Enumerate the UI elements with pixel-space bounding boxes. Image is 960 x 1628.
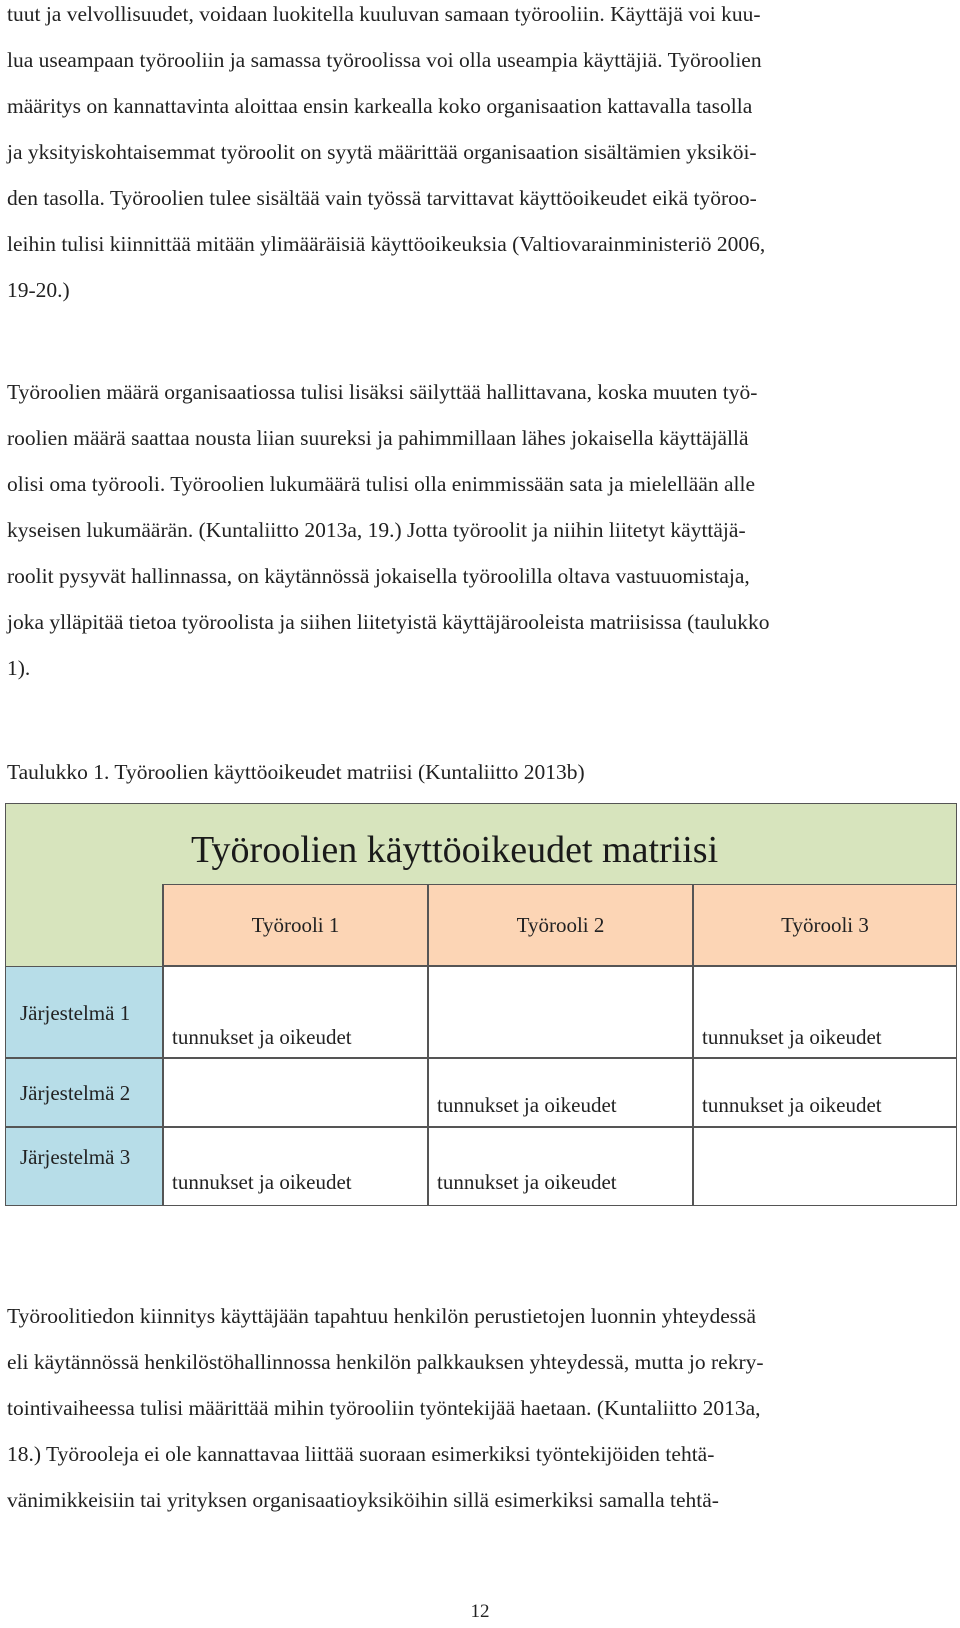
text-line: 19-20.) xyxy=(7,278,70,302)
text-line: eli käytännössä henkilöstöhallinnossa henkilön palkkauksen yhteydessä, mutta jo rekry- xyxy=(7,1350,764,1374)
matrix-title-cell xyxy=(5,803,957,884)
matrix-cell xyxy=(163,1058,428,1127)
text-line: roolit pysyvät hallinnassa, on käytännössä jokaisella työroolilla oltava vastuuomistaja, xyxy=(7,564,750,588)
system-header-3 xyxy=(5,1127,163,1206)
role-header-1 xyxy=(163,884,428,966)
text-line: 18.) Työrooleja ei ole kannattavaa liittää suoraan esimerkiksi työntekijöiden tehtä- xyxy=(7,1442,715,1466)
matrix-cell xyxy=(693,966,957,1058)
matrix-corner-cell xyxy=(5,884,163,966)
text-line: leihin tulisi kiinnittää mitään ylimääräisiä käyttöoikeuksia (Valtiovarainministeriö 2006, xyxy=(7,232,766,256)
text-line: joka ylläpitää tietoa työroolista ja siihen liitetyistä käyttäjärooleista matriisissa (taulukko xyxy=(7,610,770,634)
system-header-1 xyxy=(5,966,163,1058)
cell-text: tunnukset ja oikeudet xyxy=(702,1093,882,1117)
system-label: Järjestelmä 3 xyxy=(20,1145,131,1169)
matrix-cell xyxy=(428,1058,693,1127)
permissions-matrix xyxy=(5,803,957,1206)
text-line: olisi oma työrooli. Työroolien lukumäärä tulisi olla enimmissään sata ja mielellään alle xyxy=(7,472,756,496)
system-label: Järjestelmä 2 xyxy=(20,1081,131,1105)
matrix-title: Työroolien käyttöoikeudet matriisi xyxy=(191,829,719,871)
text-line: ja yksityiskohtaisemmat työroolit on syytä määrittää organisaation sisältämien yksiköi- xyxy=(7,140,757,164)
matrix-cell xyxy=(693,1058,957,1127)
text-line: määritys on kannattavinta aloittaa ensin karkealla koko organisaation kattavalla tasolla xyxy=(7,94,753,118)
system-header-2 xyxy=(5,1058,163,1127)
role-header-2 xyxy=(428,884,693,966)
matrix-cell xyxy=(163,966,428,1058)
text-line: kyseisen lukumäärän. (Kuntaliitto 2013a, 19.) Jotta työroolit ja niihin liitetyt käyttäjä- xyxy=(7,518,746,542)
text-line: 1). xyxy=(7,656,31,680)
role-label: Työrooli 1 xyxy=(251,913,340,937)
cell-text: tunnukset ja oikeudet xyxy=(172,1170,352,1194)
text-line: Työroolien määrä organisaatiossa tulisi lisäksi säilyttää hallittavana, koska muuten työ- xyxy=(7,380,758,404)
cell-text: tunnukset ja oikeudet xyxy=(172,1025,352,1049)
cell-text: tunnukset ja oikeudet xyxy=(437,1093,617,1117)
cell-text: tunnukset ja oikeudet xyxy=(437,1170,617,1194)
text-line: vänimikkeisiin tai yrityksen organisaatioyksiköihin sillä esimerkiksi samalla tehtä- xyxy=(7,1488,719,1512)
text-line: lua useampaan työrooliin ja samassa työroolissa voi olla useampia käyttäjiä. Työroolien xyxy=(7,48,762,72)
matrix-cell xyxy=(428,966,693,1058)
text-line: roolien määrä saattaa nousta liian suureksi ja pahimmillaan lähes jokaisella käyttäjällä xyxy=(7,426,749,450)
table-caption: Taulukko 1. Työroolien käyttöoikeudet matriisi (Kuntaliitto 2013b) xyxy=(7,760,585,784)
page-number: 12 xyxy=(470,1601,490,1622)
role-label: Työrooli 3 xyxy=(781,913,869,937)
text-line: den tasolla. Työroolien tulee sisältää vain työssä tarvittavat käyttöoikeudet eikä työroo- xyxy=(7,186,757,210)
matrix-cell xyxy=(693,1127,957,1206)
text-line: Työroolitiedon kiinnitys käyttäjään tapahtuu henkilön perustietojen luonnin yhteydessä xyxy=(7,1304,757,1328)
matrix-cell xyxy=(163,1127,428,1206)
text-line: tointivaiheessa tulisi määrittää mihin työrooliin työntekijää haetaan. (Kuntaliitto 2013a, xyxy=(7,1396,761,1420)
text-line: tuut ja velvollisuudet, voidaan luokitella kuuluvan samaan työrooliin. Käyttäjä voi kuu- xyxy=(7,2,761,26)
system-label: Järjestelmä 1 xyxy=(20,1001,131,1025)
matrix-cell xyxy=(428,1127,693,1206)
cell-text: tunnukset ja oikeudet xyxy=(702,1025,882,1049)
role-header-3 xyxy=(693,884,957,966)
role-label: Työrooli 2 xyxy=(516,913,605,937)
